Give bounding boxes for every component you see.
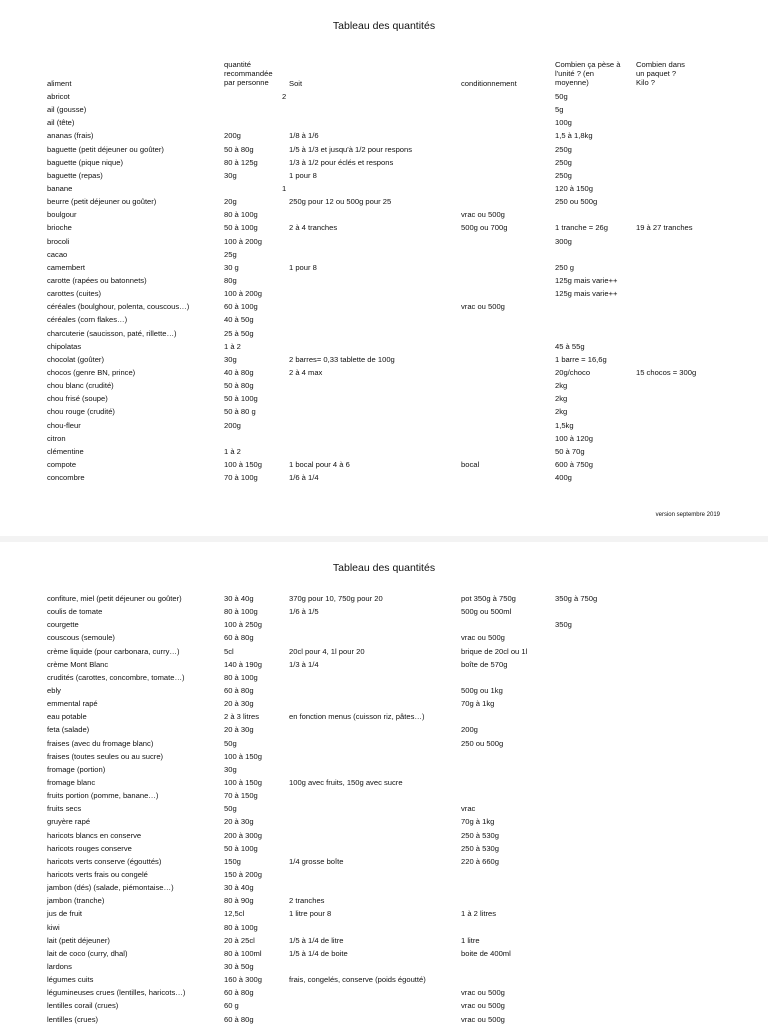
cell-aliment: abricot (47, 92, 70, 101)
cell-aliment: fraises (toutes seules ou au sucre) (47, 751, 164, 761)
cell-conditionnement: vrac ou 500g (461, 1001, 505, 1011)
header-paquet (636, 60, 685, 88)
table-row (0, 618, 768, 631)
cell-quantite: 20 à 30g (224, 725, 254, 735)
cell-quantite: 100 à 200g (224, 236, 263, 246)
cell-poids-unite: 600 à 750g (555, 459, 594, 469)
table-row (0, 103, 768, 116)
cell-quantite: 30g (224, 764, 237, 774)
table-row (0, 868, 768, 881)
cell-quantite: 30 à 40g (224, 594, 254, 603)
cell-soit: 2 tranches (289, 896, 325, 906)
table-row (0, 684, 768, 697)
table-row (0, 458, 768, 471)
cell-aliment: haricots verts frais ou congelé (47, 869, 148, 879)
table-row (0, 999, 768, 1012)
cell-poids-unite: 2kg (555, 381, 568, 391)
cell-aliment: confiture, miel (petit déjeuner ou goûter) (47, 594, 182, 603)
cell-poids-unite: 250 g (555, 262, 575, 272)
table-row (0, 340, 768, 353)
cell-conditionnement: vrac ou 500g (461, 1014, 505, 1024)
cell-poids-unite: 350g à 750g (555, 594, 598, 603)
cell-soit: 1 pour 8 (289, 262, 317, 272)
cell-conditionnement: boîte de 570g (461, 659, 508, 669)
header-paquet-line-1: Combien dans (636, 60, 685, 69)
header-conditionnement-label: conditionnement (461, 79, 517, 88)
table-row (0, 907, 768, 920)
cell-conditionnement: 220 à 660g (461, 856, 500, 866)
table-row (0, 116, 768, 129)
cell-aliment: citron (47, 433, 66, 443)
cell-aliment: ebly (47, 685, 61, 695)
cell-quantite: 150g (224, 856, 241, 866)
cell-poids-unite: 50 à 70g (555, 446, 585, 456)
table-row (0, 366, 768, 379)
header-quantite-line-1: quantité (224, 60, 252, 69)
cell-aliment: fruits secs (47, 804, 82, 814)
cell-conditionnement: vrac ou 500g (461, 633, 505, 643)
cell-aliment: haricots blancs en conserve (47, 830, 142, 840)
cell-soit: 1/3 à 1/2 pour éclés et respons (289, 157, 394, 167)
table-row (0, 274, 768, 287)
cell-quantite: 150 à 200g (224, 869, 263, 879)
cell-quantite: 100 à 200g (224, 289, 263, 299)
cell-aliment: baguette (pique nique) (47, 157, 123, 167)
header-paquet-line-3: Kilo ? (636, 78, 655, 88)
table-row (0, 592, 768, 605)
cell-soit: 1/4 grosse boîte (289, 856, 344, 866)
cell-quantite: 60 à 80g (224, 988, 254, 998)
table-row (0, 658, 768, 671)
table-row (0, 248, 768, 261)
cell-quantite: 80 à 100g (224, 607, 258, 617)
cell-quantite: 20 à 30g (224, 817, 254, 827)
cell-aliment: ail (tête) (47, 118, 75, 128)
cell-aliment: fromage (portion) (47, 764, 106, 774)
table-row (0, 921, 768, 934)
cell-aliment: légumineuses crues (lentilles, haricots…) (47, 988, 186, 998)
table-row (0, 445, 768, 458)
cell-aliment: emmental rapé (47, 699, 98, 709)
cell-aliment: fraises (avec du fromage blanc) (47, 738, 154, 748)
cell-aliment: couscous (semoule) (47, 633, 115, 643)
table-row (0, 471, 768, 484)
cell-aliment: cacao (47, 249, 68, 259)
cell-aliment: lait de coco (curry, dhal) (47, 948, 128, 958)
cell-quantite: 100 à 150g (224, 777, 263, 787)
cell-paquet: 19 à 27 tranches (636, 223, 693, 233)
cell-aliment: chipolatas (47, 341, 82, 351)
table-row (0, 881, 768, 894)
cell-quantite: 70 à 150g (224, 791, 258, 801)
cell-aliment: haricots verts conserve (égouttés) (47, 856, 162, 866)
cell-poids-unite: 1,5kg (555, 420, 574, 430)
cell-soit: 1 pour 8 (289, 170, 317, 180)
cell-poids-unite: 350g (555, 620, 572, 630)
cell-soit: 2 (282, 92, 287, 101)
cell-aliment: camembert (47, 262, 85, 272)
cell-quantite: 80 à 100g (224, 672, 258, 682)
cell-quantite: 60 à 100g (224, 302, 258, 312)
cell-aliment: crudités (carottes, concombre, tomate…) (47, 672, 185, 682)
cell-conditionnement: 70g à 1kg (461, 699, 495, 709)
table-row (0, 261, 768, 274)
cell-aliment: gruyère rapé (47, 817, 91, 827)
cell-conditionnement: 70g à 1kg (461, 817, 495, 827)
table-row (0, 934, 768, 947)
table-row (0, 405, 768, 418)
table-row (0, 353, 768, 366)
cell-aliment: chocos (genre BN, prince) (47, 367, 136, 377)
table-row (0, 737, 768, 750)
cell-quantite: 50 à 80g (224, 381, 254, 391)
table-row (0, 631, 768, 644)
cell-aliment: fruits portion (pomme, banane…) (47, 791, 159, 801)
cell-soit: 1/5 à 1/4 de boite (289, 948, 348, 958)
cell-poids-unite: 100 à 120g (555, 433, 594, 443)
cell-soit: 1 (282, 183, 287, 193)
cell-poids-unite: 300g (555, 236, 572, 246)
table-row (0, 327, 768, 340)
cell-soit: 2 à 4 tranches (289, 223, 338, 233)
cell-quantite: 20g (224, 197, 237, 207)
cell-poids-unite: 20g/choco (555, 367, 591, 377)
cell-aliment: carotte (rapées ou batonnets) (47, 275, 147, 285)
table-row (0, 697, 768, 710)
header-poids-unite (555, 60, 620, 88)
cell-aliment: lardons (47, 961, 72, 971)
cell-paquet: 15 chocos = 300g (636, 367, 697, 377)
cell-quantite: 70 à 100g (224, 473, 258, 483)
cell-conditionnement: vrac ou 500g (461, 988, 505, 998)
cell-poids-unite: 1 barre = 16,6g (555, 354, 607, 364)
cell-quantite: 50g (224, 804, 237, 814)
cell-quantite: 60 à 80g (224, 1014, 254, 1024)
cell-quantite: 30 à 40g (224, 883, 254, 893)
version-note: version septembre 2019 (655, 512, 720, 518)
table-row (0, 973, 768, 986)
cell-aliment: courgette (47, 620, 79, 630)
header-soit-label: Soit (289, 79, 303, 88)
cell-quantite: 50 à 80 g (224, 407, 256, 417)
cell-quantite: 50g (224, 738, 237, 748)
cell-aliment: fromage blanc (47, 777, 96, 787)
cell-poids-unite: 250g (555, 144, 572, 154)
table-row (0, 379, 768, 392)
cell-conditionnement: vrac ou 500g (461, 302, 505, 312)
cell-quantite: 80 à 90g (224, 896, 254, 906)
cell-aliment: jambon (tranche) (47, 896, 105, 906)
table-row (0, 986, 768, 999)
cell-poids-unite: 250 ou 500g (555, 197, 598, 207)
cell-aliment: carottes (cuites) (47, 289, 102, 299)
cell-soit: 1/6 à 1/4 (289, 473, 319, 483)
cell-quantite: 80 à 100g (224, 210, 258, 220)
cell-conditionnement: 500g ou 1kg (461, 685, 503, 695)
table-row (0, 829, 768, 842)
cell-aliment: lentilles corail (crues) (47, 1001, 119, 1011)
cell-quantite: 40 à 80g (224, 367, 254, 377)
cell-quantite: 50 à 100g (224, 843, 258, 853)
page-title: Tableau des quantités (332, 20, 436, 32)
cell-aliment: banane (47, 183, 73, 193)
table-row (0, 763, 768, 776)
table-row (0, 156, 768, 169)
table-row (0, 750, 768, 763)
cell-quantite: 30 g (224, 262, 239, 272)
table-row (0, 710, 768, 723)
cell-poids-unite: 5g (555, 105, 564, 115)
cell-quantite: 50 à 100g (224, 394, 258, 404)
cell-poids-unite: 50g (555, 92, 568, 101)
cell-soit: en fonction menus (cuisson riz, pâtes…) (289, 712, 425, 722)
header-aliment (47, 79, 71, 88)
header-conditionnement (461, 79, 517, 88)
cell-aliment: kiwi (47, 922, 60, 932)
cell-quantite: 2 à 3 litres (224, 712, 260, 722)
cell-poids-unite: 100g (555, 118, 572, 128)
cell-quantite: 200 à 300g (224, 830, 263, 840)
cell-quantite: 25 à 50g (224, 328, 254, 338)
header-quantite-line-2: recommandée (224, 69, 273, 79)
cell-quantite: 60 à 80g (224, 685, 254, 695)
cell-conditionnement: 1 à 2 litres (461, 909, 497, 919)
cell-conditionnement: 500g ou 700g (461, 223, 508, 233)
table-row (0, 1013, 768, 1024)
cell-aliment: baguette (petit déjeuner ou goûter) (47, 144, 164, 154)
table-row (0, 182, 768, 195)
cell-quantite: 160 à 300g (224, 975, 263, 985)
table-row (0, 842, 768, 855)
cell-quantite: 100 à 150g (224, 751, 263, 761)
cell-quantite: 80 à 125g (224, 157, 258, 167)
cell-quantite: 25g (224, 249, 237, 259)
cell-quantite: 200g (224, 131, 241, 141)
cell-soit: 1/3 à 1/4 (289, 659, 319, 669)
table-row (0, 960, 768, 973)
cell-soit: 1 bocal pour 4 à 6 (289, 459, 350, 469)
cell-aliment: crème Mont Blanc (47, 659, 109, 669)
cell-aliment: brioche (47, 223, 72, 233)
table-row (0, 235, 768, 248)
cell-soit: 1 litre pour 8 (289, 909, 332, 919)
cell-soit: frais, congelés, conserve (poids égoutté) (289, 975, 426, 985)
cell-conditionnement: vrac (461, 804, 476, 814)
table-row (0, 195, 768, 208)
table-row (0, 287, 768, 300)
cell-quantite: 20 à 25cl (224, 935, 255, 945)
cell-quantite: 100 à 250g (224, 620, 263, 630)
table-row (0, 208, 768, 221)
cell-soit: 2 barres= 0,33 tablette de 100g (289, 354, 395, 364)
cell-aliment: eau potable (47, 712, 87, 722)
table-row (0, 789, 768, 802)
cell-aliment: clémentine (47, 446, 84, 456)
cell-poids-unite: 45 à 55g (555, 341, 585, 351)
table-row (0, 815, 768, 828)
cell-conditionnement: 250 à 530g (461, 843, 500, 853)
table-row (0, 605, 768, 618)
cell-aliment: charcuterie (saucisson, paté, rillette…) (47, 328, 177, 338)
cell-quantite: 200g (224, 420, 241, 430)
header-poids-line-1: Combien ça pèse à (555, 60, 621, 69)
cell-aliment: crème liquide (pour carbonara, curry…) (47, 646, 180, 656)
cell-aliment: haricots rouges conserve (47, 843, 132, 853)
quantity-table-page-2 (0, 592, 768, 1024)
cell-aliment: lait (petit déjeuner) (47, 935, 110, 945)
header-quantite-line-3: par personne (224, 78, 269, 88)
cell-poids-unite: 250g (555, 157, 572, 167)
cell-soit: 100g avec fruits, 150g avec sucre (289, 777, 403, 787)
cell-aliment: brocoli (47, 236, 70, 246)
cell-quantite: 80 à 100g (224, 922, 258, 932)
header-aliment-label: aliment (47, 79, 72, 88)
table-row (0, 776, 768, 789)
table-row (0, 392, 768, 405)
table-row (0, 90, 768, 103)
cell-quantite: 80g (224, 275, 237, 285)
cell-aliment: concombre (47, 473, 85, 483)
table-row (0, 169, 768, 182)
table-row (0, 894, 768, 907)
cell-aliment: beurre (petit déjeuner ou goûter) (47, 197, 157, 207)
cell-poids-unite: 400g (555, 473, 572, 483)
cell-soit: 20cl pour 4, 1l pour 20 (289, 646, 365, 656)
cell-quantite: 50 à 80g (224, 144, 254, 154)
cell-soit: 1/6 à 1/5 (289, 607, 319, 617)
cell-quantite: 40 à 50g (224, 315, 254, 325)
header-soit (289, 79, 302, 88)
cell-aliment: baguette (repas) (47, 170, 103, 180)
cell-conditionnement: boite de 400ml (461, 948, 511, 958)
cell-quantite: 60 à 80g (224, 633, 254, 643)
cell-quantite: 140 à 190g (224, 659, 263, 669)
header-quantite (224, 60, 273, 88)
cell-aliment: jus de fruit (47, 909, 83, 919)
quantity-table-page-1 (0, 90, 768, 484)
cell-aliment: ail (gousse) (47, 105, 87, 115)
cell-conditionnement: 250 ou 500g (461, 738, 504, 748)
cell-quantite: 12,5cl (224, 909, 245, 919)
cell-aliment: jambon (dés) (salade, piémontaise…) (47, 883, 174, 893)
table-row (0, 419, 768, 432)
cell-aliment: céréales (boulghour, polenta, couscous…) (47, 302, 190, 312)
cell-quantite: 1 à 2 (224, 341, 241, 351)
cell-quantite: 30g (224, 354, 237, 364)
cell-poids-unite: 2kg (555, 407, 568, 417)
cell-quantite: 30g (224, 170, 237, 180)
page-separator (0, 536, 768, 542)
cell-quantite: 50 à 100g (224, 223, 258, 233)
table-row (0, 221, 768, 234)
cell-poids-unite: 125g mais varie++ (555, 275, 618, 285)
cell-quantite: 80 à 100ml (224, 948, 262, 958)
cell-poids-unite: 250g (555, 170, 572, 180)
cell-soit: 250g pour 12 ou 500g pour 25 (289, 197, 392, 207)
cell-quantite: 60 g (224, 1001, 239, 1011)
cell-conditionnement: 200g (461, 725, 478, 735)
cell-quantite: 20 à 30g (224, 699, 254, 709)
cell-conditionnement: bocal (461, 459, 480, 469)
cell-aliment: feta (salade) (47, 725, 90, 735)
table-row (0, 723, 768, 736)
cell-conditionnement: 250 à 530g (461, 830, 500, 840)
cell-aliment: chocolat (goûter) (47, 354, 104, 364)
cell-poids-unite: 2kg (555, 394, 568, 404)
document-page-2 (0, 548, 768, 1024)
cell-soit: 1/5 à 1/3 et jusqu'à 1/2 pour respons (289, 144, 413, 154)
cell-aliment: compote (47, 459, 77, 469)
cell-aliment: coulis de tomate (47, 607, 103, 617)
cell-poids-unite: 1 tranche = 26g (555, 223, 608, 233)
table-row (0, 143, 768, 156)
table-row (0, 645, 768, 658)
table-row (0, 855, 768, 868)
table-row (0, 432, 768, 445)
cell-conditionnement: pot 350g à 750g (461, 594, 516, 603)
cell-poids-unite: 125g mais varie++ (555, 289, 618, 299)
cell-aliment: boulgour (47, 210, 77, 220)
table-row (0, 671, 768, 684)
cell-soit: 1/5 à 1/4 de litre (289, 935, 344, 945)
cell-poids-unite: 1,5 à 1,8kg (555, 131, 593, 141)
cell-conditionnement: 1 litre (461, 935, 480, 945)
cell-quantite: 5cl (224, 646, 234, 656)
header-poids-line-2: l'unité ? (en (555, 69, 595, 79)
table-row (0, 129, 768, 142)
cell-soit: 370g pour 10, 750g pour 20 (289, 594, 383, 603)
cell-conditionnement: 500g ou 500ml (461, 607, 512, 617)
cell-aliment: légumes cuits (47, 975, 94, 985)
cell-soit: 2 à 4 max (289, 367, 323, 377)
header-paquet-line-2: un paquet ? (636, 69, 677, 79)
cell-aliment: chou blanc (crudité) (47, 381, 114, 391)
cell-quantite: 30 à 50g (224, 961, 254, 971)
table-row (0, 947, 768, 960)
cell-soit: 1/8 à 1/6 (289, 131, 319, 141)
table-row (0, 802, 768, 815)
cell-conditionnement: vrac ou 500g (461, 210, 505, 220)
table-row (0, 300, 768, 313)
cell-poids-unite: 120 à 150g (555, 183, 594, 193)
cell-conditionnement: brique de 20cl ou 1l (461, 646, 528, 656)
table-row (0, 313, 768, 326)
cell-aliment: ananas (frais) (47, 131, 94, 141)
cell-aliment: chou-fleur (47, 420, 81, 430)
page-title: Tableau des quantités (332, 562, 436, 574)
cell-aliment: lentilles (crues) (47, 1014, 99, 1024)
cell-quantite: 1 à 2 (224, 446, 241, 456)
cell-quantite: 100 à 150g (224, 459, 263, 469)
cell-aliment: céréales (corn flakes…) (47, 315, 128, 325)
cell-aliment: chou rouge (crudité) (47, 407, 115, 417)
cell-aliment: chou frisé (soupe) (47, 394, 108, 404)
header-poids-line-3: moyenne) (555, 78, 589, 88)
